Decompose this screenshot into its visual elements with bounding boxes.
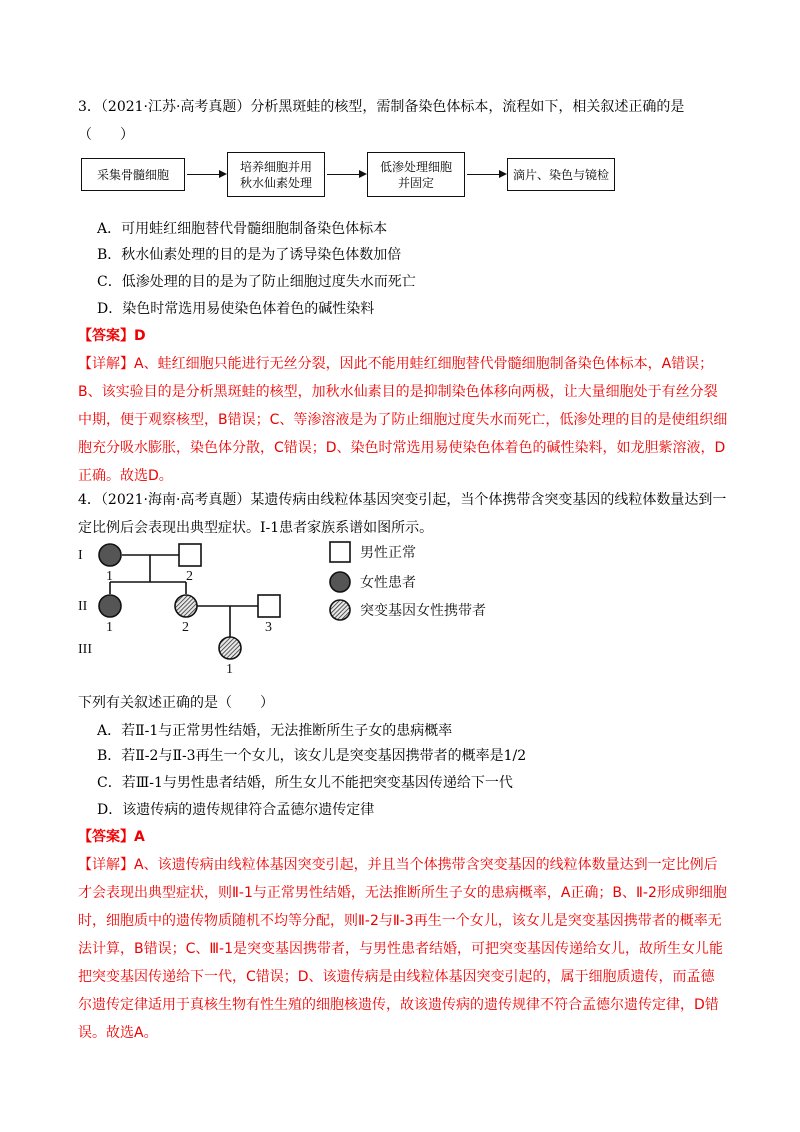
flow-arrow-1 [187,174,225,175]
q4-option-c: C．若Ⅲ-1与男性患者结婚，所生女儿不能把突变基因传递给下一代 [97,775,513,791]
q4-stem: 4．（2021·海南·高考真题）某遗传病由线粒体基因突变引起，当个体携带含突变基因的线粒体数量达到一定比例后会表现出典型症状。Ⅰ-1患者家族系谱如图所示。 [78,492,727,536]
legend-female-carrier-icon [330,600,350,620]
legend-normal-male: 男性正常 [360,546,416,561]
legend-female-patient: 女性患者 [360,576,416,591]
q4-pedigree [70,530,510,680]
pedigree-legend [330,542,486,620]
pedigree-I-2 [179,544,201,566]
num-I-2: 2 [186,569,193,584]
legend-female-carrier: 突变基因女性携带者 [360,604,486,619]
flow-step-3: 低渗处理细胞并固定 [367,152,465,197]
q4-lead: 下列有关叙述正确的是（ ） [78,695,274,711]
flow-step-1: 采集骨髓细胞 [81,158,185,191]
legend-female-patient-icon [330,572,350,592]
pedigree-II-3 [258,595,280,617]
gen-label-III: III [78,642,92,657]
num-II-2: 2 [182,620,189,635]
q4-option-a: A．若Ⅱ-1与正常男性结婚，无法推断所生子女的患病概率 [97,723,453,739]
q4-option-b: B．若Ⅱ-2与Ⅱ-3再生一个女儿，该女儿是突变基因携带者的概率是1/2 [97,748,527,764]
q4-answer: 【答案】A [78,829,145,845]
gen-label-II: II [78,599,88,614]
q3-option-a: A．可用蛙红细胞替代骨髓细胞制备染色体标本 [97,221,388,237]
flow-arrow-2 [327,174,365,175]
num-III-1: 1 [226,662,233,677]
num-II-1: 1 [106,620,113,635]
q3-option-c: C．低渗处理的目的是为了防止细胞过度失水而死亡 [97,274,416,290]
num-II-3: 3 [265,620,272,635]
pedigree-II-2 [175,595,197,617]
q3-answer: 【答案】D [78,328,146,344]
q4-explanation: 【详解】A、该遗传病由线粒体基因突变引起，并且当个体携带含突变基因的线粒体数量达到一定比例后才会表现出典型症状，则Ⅱ-1与正常男性结婚，无法推断所生子女的患病概率，A正确；B、Ⅱ-2形成卵细胞时，细胞质中的遗传物质随机不均等分配，则Ⅱ-2与Ⅱ-3再生一个女儿，该女儿是突变基因携带者的概率无法计算，B错误；C、Ⅲ-1是突变基因携带者，与男性患者结婚，可把突变基因传递给女儿，故所生女儿能把突变基因传递给下一代，C错误；D、该遗传病是由线粒体基因突变引起的，属于细胞质遗传，而孟德尔遗传定律适用于真核生物有性生殖的细胞核遗传，故该遗传病的遗传规律不符合孟德尔遗传定律，D错误。故选A。 [78,857,727,1041]
legend-normal-male-icon [330,542,350,562]
pedigree-II-1 [99,595,121,617]
flow-arrow-3 [467,174,505,175]
q4-option-d: D．该遗传病的遗传规律符合孟德尔遗传定律 [97,802,375,818]
q3-option-b: B．秋水仙素处理的目的是为了诱导染色体数加倍 [97,247,402,263]
pedigree-III-1 [219,637,241,659]
gen-label-I: I [78,548,83,563]
pedigree-I-1 [99,544,121,566]
q3-option-d: D．染色时常选用易使染色体着色的碱性染料 [97,301,375,317]
flow-step-4: 滴片、染色与镜检 [507,158,615,191]
flow-step-2: 培养细胞并用秋水仙素处理 [227,152,325,197]
q3-explanation: 【详解】A、蛙红细胞只能进行无丝分裂，因此不能用蛙红细胞替代骨髓细胞制备染色体标本，A错误；B、该实验目的是分析黑斑蛙的核型，加秋水仙素目的是抑制染色体移向两极，让大量细胞处于有丝分裂中期，便于观察核型，B错误；C、等渗溶液是为了防止细胞过度失水而死亡，低渗处理的目的是使组织细胞充分吸水膨胀，染色体分散，C错误；D、染色时常选用易使染色体着色的碱性染料，如龙胆紫溶液，D正确。故选D。 [78,356,728,484]
q3-stem: 3．（2021·江苏·高考真题）分析黑斑蛙的核型，需制备染色体标本，流程如下，相关叙述正确的是（ ） [78,99,685,143]
num-I-1: 1 [106,569,113,584]
